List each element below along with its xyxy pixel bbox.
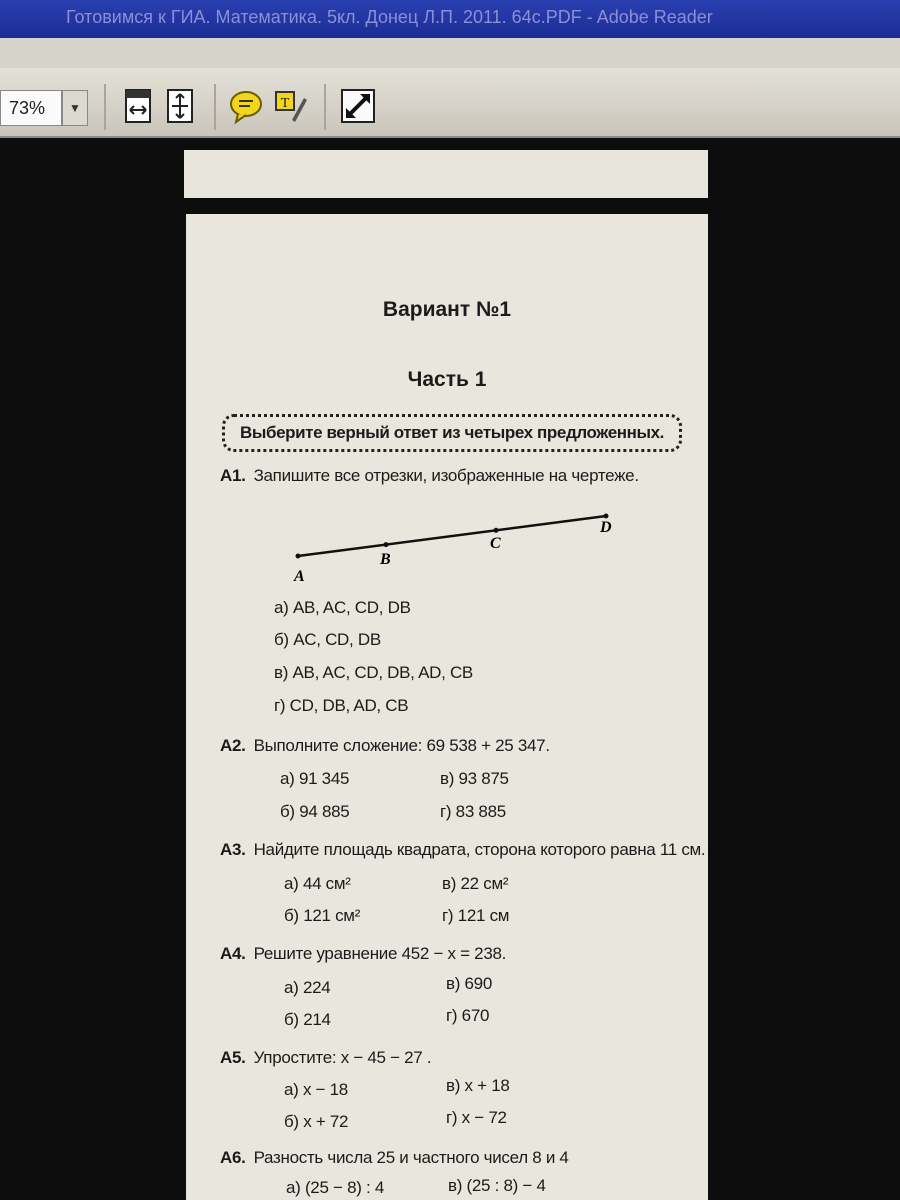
question-number: А4. — [220, 944, 246, 963]
answer-option: г) 121 см — [442, 906, 510, 925]
answer-option: г) 670 — [446, 1006, 490, 1025]
question-text: Разность числа 25 и частного чисел 8 и 4 — [253, 1148, 569, 1167]
window-title-bar — [0, 0, 900, 38]
answer-option: б) 214 — [284, 1010, 331, 1029]
toolbar — [0, 68, 900, 138]
answer-option: в) AB, AC, CD, DB, AD, CB — [274, 663, 473, 682]
question-text: Найдите площадь квадрата, сторона которого равна 11 см. — [253, 840, 706, 859]
svg-text:T: T — [280, 96, 290, 111]
comment-icon[interactable] — [228, 86, 264, 126]
answer-option: б) AC, CD, DB — [274, 630, 381, 649]
window-title: Готовимся к ГИА. Математика. 5кл. Донец Л.П. 2011. 64с.PDF - Adobe Reader — [66, 7, 713, 27]
point-a — [296, 554, 301, 559]
answer-option: а) 44 см² — [284, 874, 351, 893]
question-number: А5. — [220, 1048, 246, 1067]
chevron-down-icon: ▼ — [69, 101, 81, 115]
fit-page-icon[interactable] — [162, 86, 198, 126]
question-a3 — [220, 840, 705, 860]
point-d — [604, 514, 609, 519]
question-a1 — [220, 466, 639, 486]
answer-option: а) x − 18 — [284, 1080, 348, 1099]
full-screen-icon[interactable] — [340, 86, 376, 126]
question-number: А1. — [220, 466, 246, 485]
instruction-box: Выберите верный ответ из четырех предложенных. — [222, 414, 682, 452]
question-a4 — [220, 944, 506, 964]
question-text: Запишите все отрезки, изображенные на чертеже. — [253, 466, 639, 485]
question-a5 — [220, 1048, 431, 1068]
answer-option: а) 224 — [284, 978, 331, 997]
question-text: Решите уравнение 452 − x = 238. — [253, 944, 507, 963]
answer-option: в) x + 18 — [446, 1076, 510, 1095]
variant-title: Вариант №1 — [382, 298, 512, 321]
fit-width-icon[interactable] — [120, 86, 156, 126]
zoom-dropdown-button[interactable] — [62, 90, 88, 126]
label-a: A — [294, 568, 305, 584]
label-d: D — [600, 519, 612, 536]
label-c: C — [490, 535, 501, 552]
answer-option: б) 121 см² — [284, 906, 361, 925]
toolbar-separator — [324, 84, 326, 130]
previous-page-bottom — [184, 150, 708, 198]
answer-option: б) 94 885 — [280, 802, 350, 821]
answer-option: в) (25 : 8) − 4 — [448, 1176, 546, 1195]
question-text: Выполните сложение: 69 538 + 25 347. — [253, 736, 550, 755]
answer-option: а) (25 − 8) : 4 — [286, 1178, 385, 1197]
part-title: Часть 1 — [407, 368, 487, 391]
highlight-text-icon[interactable] — [272, 86, 308, 126]
question-a6 — [220, 1148, 569, 1168]
question-number: А6. — [220, 1148, 246, 1167]
answer-option: в) 93 875 — [440, 769, 509, 788]
answer-option: а) 91 345 — [280, 769, 350, 788]
point-c — [494, 528, 499, 533]
menu-bar — [0, 38, 900, 68]
answer-option: г) CD, DB, AD, CB — [274, 696, 409, 715]
question-text: Упростите: x − 45 − 27 . — [253, 1048, 432, 1067]
toolbar-separator — [104, 84, 106, 130]
answer-option: г) 83 885 — [440, 802, 506, 821]
toolbar-separator — [214, 84, 216, 130]
question-number: А2. — [220, 736, 246, 755]
question-number: А3. — [220, 840, 246, 859]
zoom-input[interactable]: 73% — [0, 90, 62, 126]
label-b: B — [380, 551, 391, 568]
point-b — [384, 542, 389, 547]
question-a2 — [220, 736, 550, 756]
answer-option: б) x + 72 — [284, 1112, 349, 1131]
answer-option: г) x − 72 — [446, 1108, 507, 1127]
pdf-page — [186, 214, 708, 1200]
answer-option: в) 22 см² — [442, 874, 509, 893]
answer-option: в) 690 — [446, 974, 492, 993]
answer-option: а) AB, AC, CD, DB — [274, 598, 411, 617]
segment-diagram — [286, 504, 626, 584]
